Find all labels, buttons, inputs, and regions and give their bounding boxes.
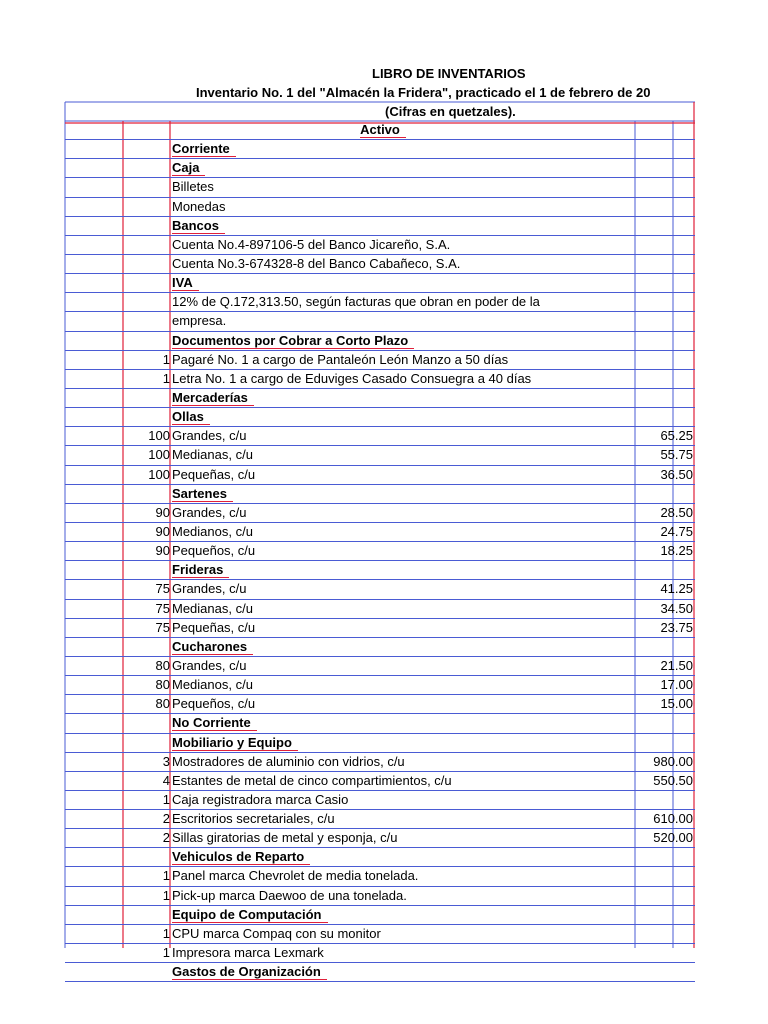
row-description: empresa. [172,313,227,329]
table-row [65,236,695,255]
row-quantity: 1 [162,791,170,807]
table-row [65,351,695,370]
table-row [65,332,695,351]
table-row [65,408,695,427]
row-description: Vehiculos de Reparto [172,849,305,865]
row-description: Medianas, c/u [172,600,253,616]
row-description: Frideras [172,562,224,578]
table-row [65,561,695,580]
table-row [65,504,695,523]
row-description: Billetes [172,179,214,195]
heading-underline [172,654,253,655]
row-unit-price: 28.50 [660,504,693,520]
row-quantity: 80 [155,657,170,673]
table-row [65,255,695,274]
table-row [65,140,695,159]
table-row [65,427,695,446]
table-row [65,370,695,389]
row-description: No Corriente [172,715,251,731]
table-row [65,178,695,197]
heading-underline [172,348,414,349]
row-description: Estantes de metal de cinco compartimientos, c/u [172,772,452,788]
row-unit-price: 15.00 [660,696,693,712]
row-description: Sillas giratorias de metal y esponja, c/u [172,830,398,846]
row-description: Documentos por Cobrar a Corto Plazo [172,332,409,348]
row-description: Mercaderías [172,389,248,405]
row-quantity: 3 [162,753,170,769]
table-row [65,198,695,217]
row-unit-price: 550.50 [653,772,693,788]
row-unit-price: 17.00 [660,677,693,693]
row-description: Escritorios secretariales, c/u [172,811,335,827]
row-description: Pequeños, c/u [172,696,256,712]
heading-underline [172,156,236,157]
row-description: Grandes, c/u [172,504,247,520]
table-row [65,217,695,236]
table-row [65,829,695,848]
row-unit-price: 18.25 [660,543,693,559]
heading-underline [172,290,199,291]
row-description: Bancos [172,217,219,233]
row-description: Letra No. 1 a cargo de Eduviges Casado Consuegra a 40 días [172,370,532,386]
table-row [65,293,695,312]
row-description: Grandes, c/u [172,581,247,597]
row-unit-price: 980.00 [653,753,693,769]
row-quantity: 90 [155,504,170,520]
row-description: Mobiliario y Equipo [172,734,292,750]
inventory-table [65,121,695,982]
row-unit-price: 65.25 [660,428,693,444]
table-row [65,848,695,867]
row-description: Gastos de Organización [172,964,321,980]
heading-underline [172,577,229,578]
document-subtitle: Inventario No. 1 del "Almacén la Fridera", practicado el 1 de febrero de 20 [196,85,651,100]
document-title: LIBRO DE INVENTARIOS [372,66,526,81]
row-description: Equipo de Computación [172,906,322,922]
table-row [65,906,695,925]
row-description: Medianos, c/u [172,523,253,539]
table-row [65,791,695,810]
row-unit-price: 36.50 [660,466,693,482]
table-row [65,887,695,906]
table-row [65,734,695,753]
row-quantity: 4 [162,772,170,788]
row-quantity: 1 [162,868,170,884]
row-description: CPU marca Compaq con su monitor [172,925,381,941]
row-quantity: 2 [162,811,170,827]
row-quantity: 100 [148,447,170,463]
row-quantity: 1 [162,351,170,367]
row-description: Grandes, c/u [172,657,247,673]
table-row [65,925,695,944]
table-row [65,485,695,504]
row-unit-price: 41.25 [660,581,693,597]
table-row [65,772,695,791]
table-row [65,466,695,485]
row-quantity: 90 [155,543,170,559]
table-row [65,121,695,140]
row-quantity: 1 [162,370,170,386]
row-quantity: 100 [148,466,170,482]
row-description: Sartenes [172,485,227,501]
row-description: Impresora marca Lexmark [172,945,324,961]
table-row [65,944,695,963]
row-unit-price: 23.75 [660,619,693,635]
heading-underline [172,233,225,234]
row-description: Activo [360,122,400,137]
heading-underline [172,922,328,923]
heading-underline [172,750,298,751]
row-description: Corriente [172,141,230,157]
table-row [65,676,695,695]
table-row [65,542,695,561]
table-row [65,523,695,542]
table-row [65,867,695,886]
row-description: 12% de Q.172,313.50, según facturas que obran en poder de la [172,294,540,310]
row-description: Pick-up marca Daewoo de una tonelada. [172,887,407,903]
row-description: Panel marca Chevrolet de media tonelada. [172,868,419,884]
row-unit-price: 55.75 [660,447,693,463]
row-description: Pequeñas, c/u [172,466,256,482]
table-row [65,159,695,178]
row-quantity: 2 [162,830,170,846]
row-quantity: 80 [155,677,170,693]
table-row [65,695,695,714]
row-quantity: 1 [162,925,170,941]
table-row [65,446,695,465]
table-row [65,810,695,829]
row-description: Cuenta No.4-897106-5 del Banco Jicareño, S.A. [172,236,451,252]
row-description: Medianos, c/u [172,677,253,693]
row-quantity: 100 [148,428,170,444]
row-quantity: 75 [155,581,170,597]
row-description: Cucharones [172,638,248,654]
row-description: Mostradores de aluminio con vidrios, c/u [172,753,405,769]
table-row [65,753,695,772]
row-quantity: 75 [155,619,170,635]
row-description: Pequeños, c/u [172,543,256,559]
table-row [65,638,695,657]
table-row [65,963,695,982]
row-description: Caja registradora marca Casio [172,791,349,807]
table-row [65,274,695,293]
heading-underline [172,864,310,865]
row-description: Monedas [172,198,226,214]
table-row [65,580,695,599]
row-unit-price: 610.00 [653,811,693,827]
table-row [65,389,695,408]
table-row [65,619,695,638]
heading-underline [172,424,210,425]
heading-underline [172,730,257,731]
row-unit-price: 24.75 [660,523,693,539]
row-quantity: 90 [155,523,170,539]
currency-note: (Cifras en quetzales). [385,104,516,119]
table-row [65,600,695,619]
row-quantity: 80 [155,696,170,712]
heading-underline [172,175,205,176]
row-unit-price: 21.50 [660,657,693,673]
row-description: Cuenta No.3-674328-8 del Banco Cabañeco, S.A. [172,255,461,271]
table-row [65,714,695,733]
row-quantity: 75 [155,600,170,616]
row-description: Grandes, c/u [172,428,247,444]
row-description: Caja [172,160,200,176]
row-description: IVA [172,275,193,291]
row-quantity: 1 [162,887,170,903]
row-unit-price: 34.50 [660,600,693,616]
heading-underline [360,137,406,138]
row-quantity: 1 [162,945,170,961]
heading-underline [172,979,327,980]
table-row [65,312,695,331]
row-unit-price: 520.00 [653,830,693,846]
heading-underline [172,501,233,502]
heading-underline [172,405,254,406]
row-description: Pequeñas, c/u [172,619,256,635]
row-description: Ollas [172,409,204,425]
row-description: Medianas, c/u [172,447,253,463]
row-description: Pagaré No. 1 a cargo de Pantaleón León Manzo a 50 días [172,351,509,367]
table-row [65,657,695,676]
